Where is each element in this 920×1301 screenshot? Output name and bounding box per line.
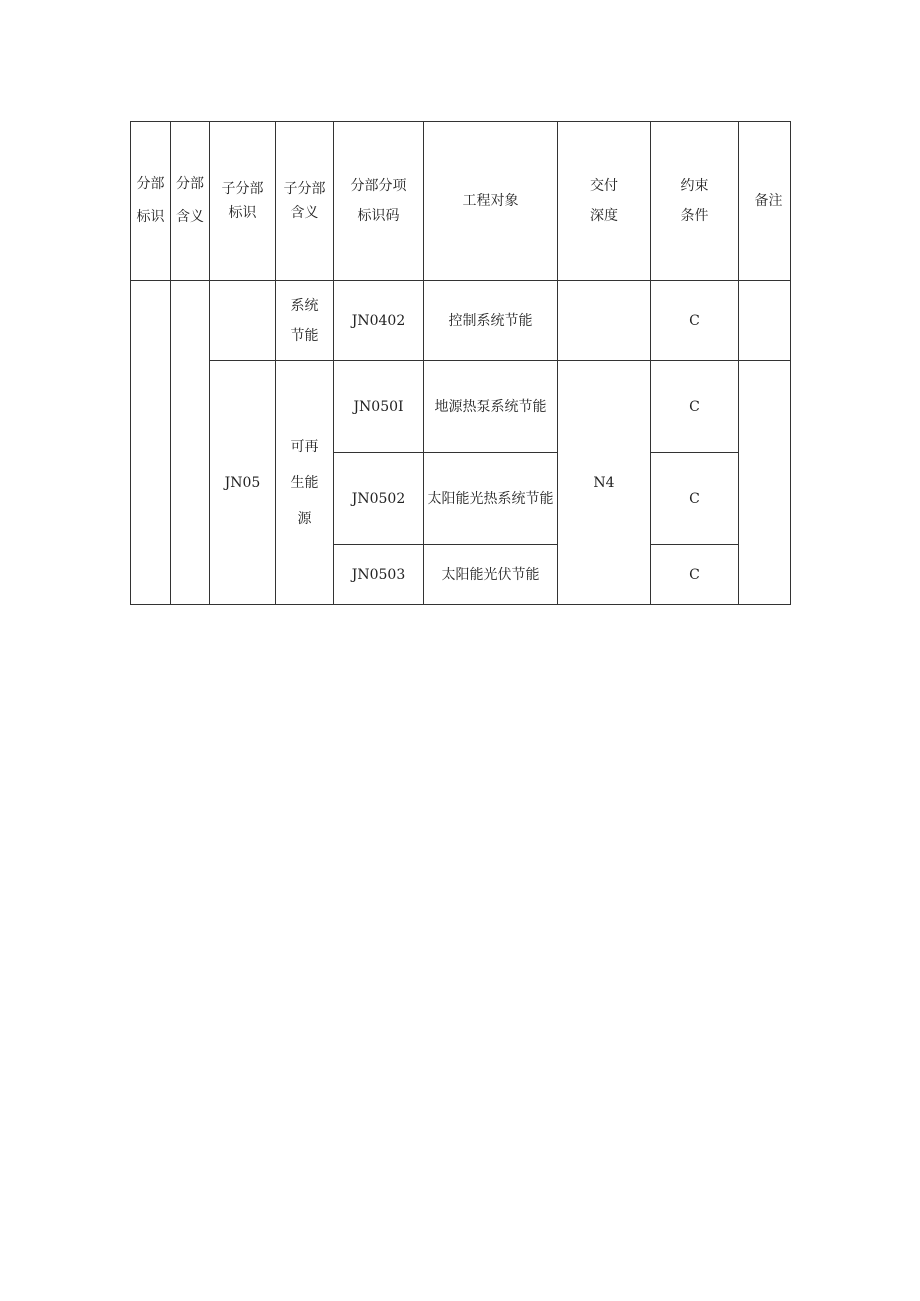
header-part-id: 分部标识	[131, 122, 171, 281]
cell-sub-part-meaning: 可再生能源	[276, 361, 334, 605]
cell-item-code: JN0502	[334, 453, 424, 545]
cell-constraint: C	[651, 545, 739, 605]
cell-constraint: C	[651, 361, 739, 453]
cell-constraint: C	[651, 281, 739, 361]
header-sub-part-id: 子分部标识	[210, 122, 276, 281]
cell-part-meaning	[171, 281, 210, 605]
cell-object: 控制系统节能	[424, 281, 558, 361]
cell-item-code: JN0402	[334, 281, 424, 361]
table-row	[131, 281, 791, 361]
cell-remarks	[739, 281, 791, 361]
header-object: 工程对象	[424, 122, 558, 281]
cell-item-code: JN050I	[334, 361, 424, 453]
cell-object: 太阳能光热系统节能	[424, 453, 558, 545]
spec-table	[130, 121, 791, 605]
header-remarks: 备注	[739, 122, 791, 281]
header-sub-part-meaning: 子分部含义	[276, 122, 334, 281]
cell-sub-part-id	[210, 281, 276, 361]
header-item-code: 分部分项标识码	[334, 122, 424, 281]
cell-part-id	[131, 281, 171, 605]
cell-constraint: C	[651, 453, 739, 545]
header-row	[131, 122, 791, 281]
table-row	[131, 361, 791, 453]
cell-sub-part-meaning: 系统节能	[276, 281, 334, 361]
cell-delivery-depth: N4	[558, 361, 651, 605]
header-delivery-depth: 交付深度	[558, 122, 651, 281]
cell-item-code: JN0503	[334, 545, 424, 605]
cell-object: 地源热泵系统节能	[424, 361, 558, 453]
header-part-meaning: 分部含义	[171, 122, 210, 281]
cell-object: 太阳能光伏节能	[424, 545, 558, 605]
header-constraint: 约束条件	[651, 122, 739, 281]
cell-delivery-depth	[558, 281, 651, 361]
cell-sub-part-id: JN05	[210, 361, 276, 605]
cell-remarks	[739, 361, 791, 605]
